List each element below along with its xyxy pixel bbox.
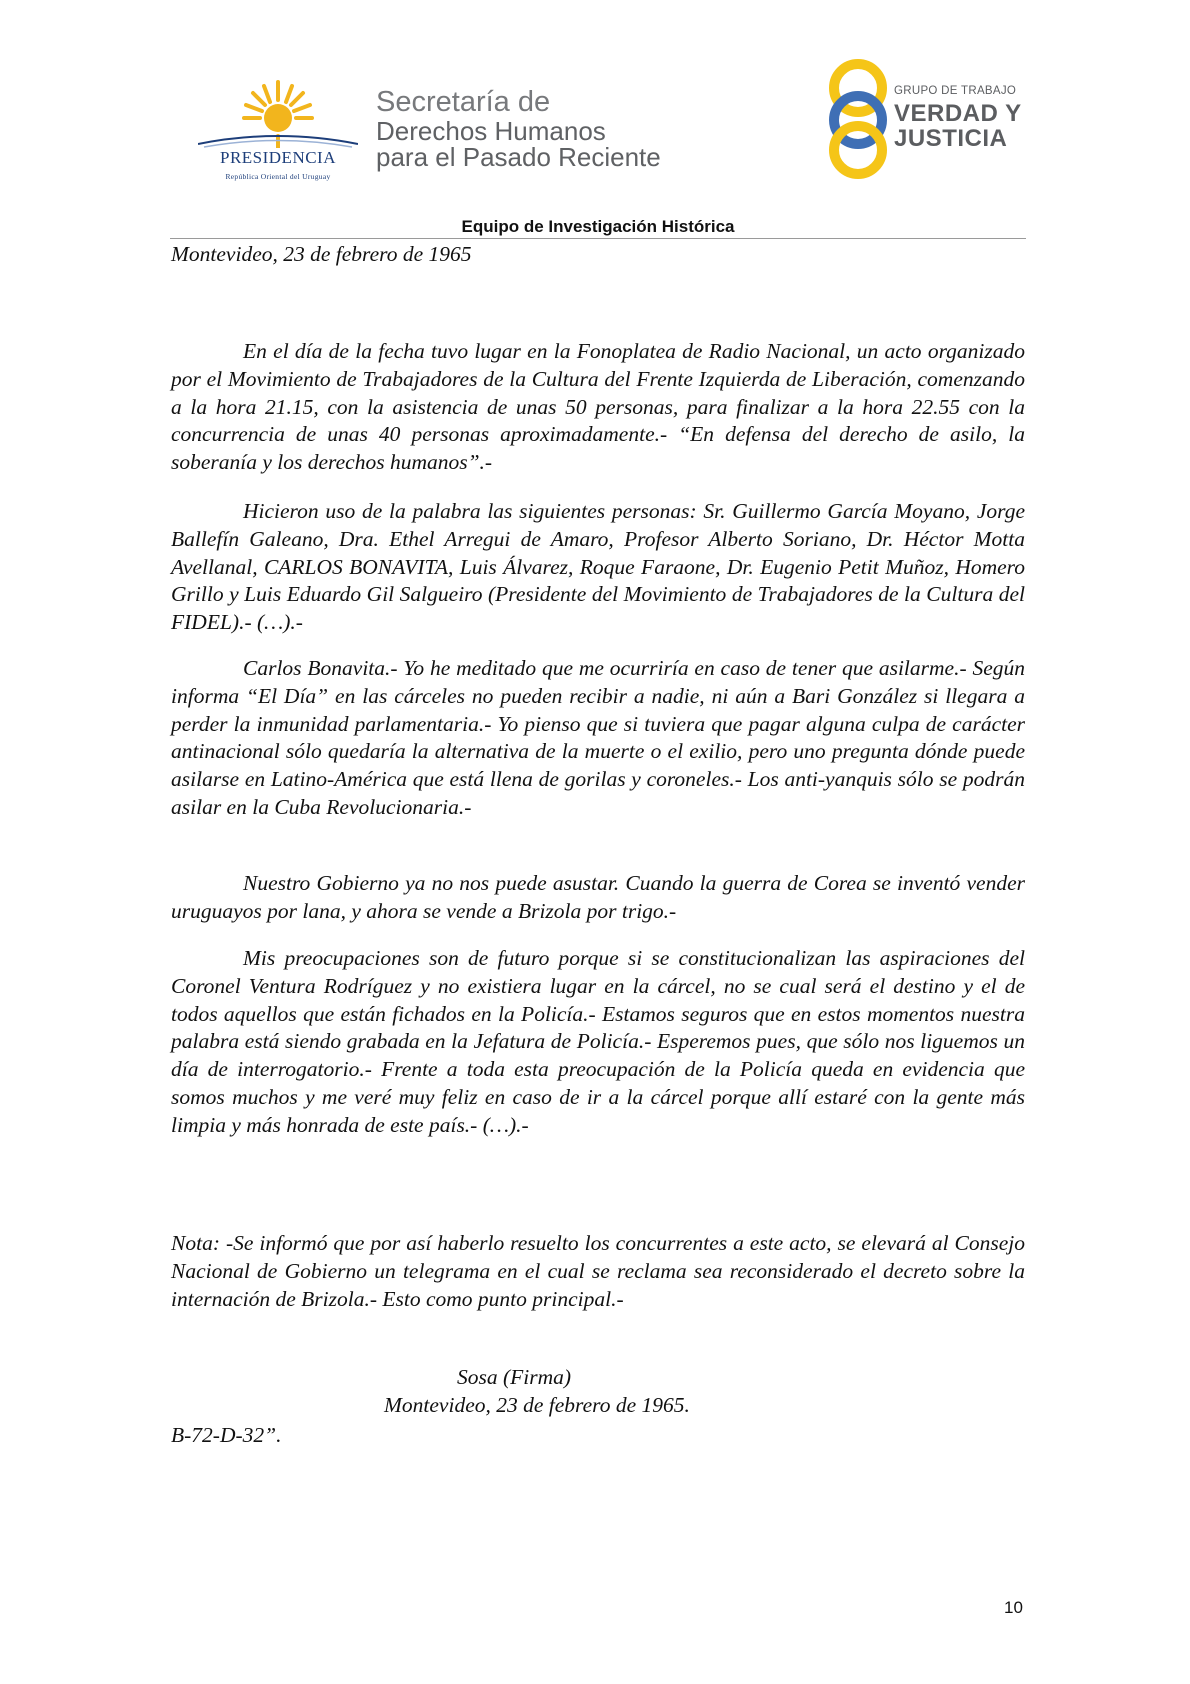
paragraph-3: Carlos Bonavita.- Yo he meditado que me ocurriría en caso de tener que asilarme.- Según informa “El Día” en las cárceles no pueden recibir a nadie, ni aún a Bari González si llegara a perder la inmunidad parlamentaria.- Yo pienso que si tuviera que pagar alguna culpa de carácter antinacional sólo quedaría la alternativa de la muerte o el exilio, pero uno pregunta dónde puede asilarse en Latino-América que está llena de gorilas y coroneles.- Los anti-yanquis sólo se podrán asilar en la Cuba Revolucionaria.- — [171, 656, 1025, 819]
presidencia-label: PRESIDENCIA — [219, 148, 336, 167]
secretaria-line1: Secretaría de — [376, 86, 551, 118]
signature-name: Sosa (Firma) — [457, 1365, 572, 1389]
paragraph-1: En el día de la fecha tuvo lugar en la Fonoplatea de Radio Nacional, un acto organizado por el Movimiento de Trabajadores de la Cultura del Frente Izquierda de Liberación, comenzando a la hora 21.15, con la asistencia de unas 50 personas, para finalizar a la hora 22.55 con la concurrencia de unas 40 personas aproximadamente.- “En defensa del derecho de asilo, la soberanía y los derechos humanos”.- — [171, 339, 1025, 475]
document-reference: B-72-D-32”. — [171, 1423, 282, 1447]
paragraph-2: Hicieron uso de la palabra las siguientes personas: Sr. Guillermo García Moyano, Jorge Ballefín Galeano, Dra. Ethel Arregui de Amaro, Profesor Alberto Soriano, Dr. Héctor Motta Avellanal, CARLOS BONAVITA, Luis Álvarez, Roque Faraone, Dr. Eugenio Petit Muñoz, Homero Grillo y Luis Eduardo Gil Salgueiro (Presidente del Movimiento de Trabajadores de la Cultura del FIDEL).- (…).- — [171, 499, 1025, 635]
secretaria-line3: para el Pasado Reciente — [376, 142, 661, 173]
nota-paragraph: Nota: -Se informó que por así haberlo resuelto los concurrentes a este acto, se elevará al Consejo Nacional de Gobierno un telegrama en el cual se reclama sea reconsiderado el decreto sobre la internación de Brizola.- Esto como punto principal.- — [171, 1231, 1025, 1311]
paragraph-5: Mis preocupaciones son de futuro porque si se constitucionalizan las aspiraciones del Coronel Ventura Rodríguez y no existiera lugar en la cárcel, no se cual será el destino y el de todos aquellos que están fichados en la Policía.- Estamos seguros que en estos momentos nuestra palabra está siendo grabada en la Jefatura de Policía.- Esperemos pues, que sólo nos liguemos un día de interrogatorio.- Frente a toda esta preocupación de la Policía queda en evidencia que somos muchos y me veré muy feliz en caso de ir a la cárcel porque allí estaré con la gente más limpia y más honrada de este país.- (…).- — [171, 946, 1025, 1137]
team-heading: Equipo de Investigación Histórica — [461, 217, 735, 236]
page-number: 10 — [1004, 1598, 1023, 1617]
signature-date: Montevideo, 23 de febrero de 1965. — [384, 1393, 690, 1417]
presidencia-logo — [198, 78, 358, 188]
secretaria-line2: Derechos Humanos — [376, 115, 606, 146]
gtvj-text — [894, 86, 1022, 151]
secretaria-logo-text — [376, 88, 661, 171]
gtvj-line2: VERDAD Y — [894, 99, 1022, 127]
swoosh-icon — [198, 130, 358, 150]
header-divider — [170, 238, 1026, 239]
presidencia-subtitle: República Oriental del Uruguay — [225, 172, 331, 181]
gtvj-logo — [822, 58, 1022, 178]
interlocking-rings-icon — [822, 58, 894, 180]
paragraph-4: Nuestro Gobierno ya no nos puede asustar. Cuando la guerra de Corea se inventó vender uruguayos por lana, y ahora se vende a Brizola por trigo.- — [171, 871, 1025, 923]
gtvj-line3: JUSTICIA — [894, 124, 1008, 152]
document-date: Montevideo, 23 de febrero de 1965 — [171, 242, 472, 266]
gtvj-line1: GRUPO DE TRABAJO — [894, 85, 1017, 97]
